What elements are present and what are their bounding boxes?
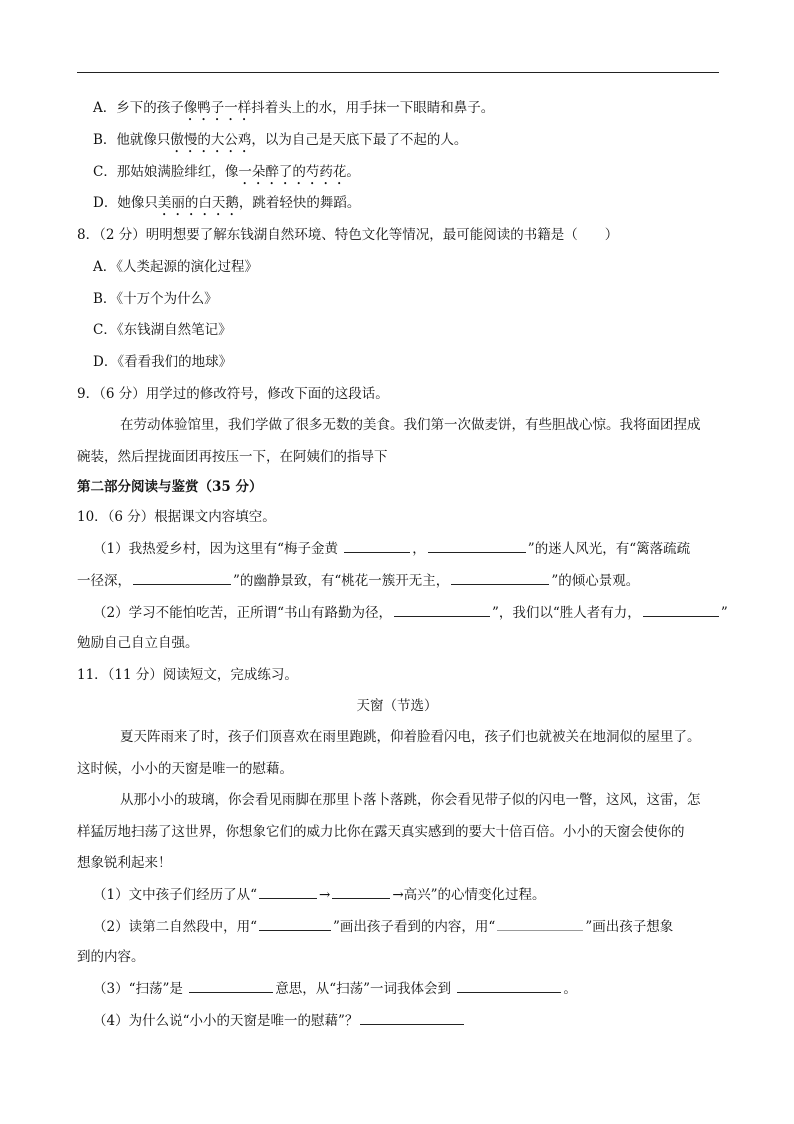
- q8-option-b: B．《十万个为什么》: [93, 291, 218, 307]
- q9-stem: 9．（6 分）用学过的修改符号，修改下面的这段话。: [77, 386, 389, 402]
- passage-para1-line1: 夏天阵雨来了时，孩子们顶喜欢在雨里跑跳，仰着脸看闪电，孩子们也就被关在地洞似的屋里了。: [120, 729, 701, 745]
- q11-sub1: （1）文中孩子们经历了从“ → →高兴”的心情变化过程。: [93, 887, 546, 903]
- passage-title: 天窗（节选）: [356, 698, 438, 714]
- header-rule: [77, 72, 719, 73]
- answer-blank[interactable]: [360, 1011, 464, 1025]
- q10-part1-line1: （1）我热爱乡村，因为这里有“梅子金黄 ， ”的迷人风光，有“篱落疏疏: [93, 541, 691, 557]
- answer-blank[interactable]: [497, 917, 583, 931]
- answer-blank[interactable]: [189, 979, 273, 993]
- q11-sub3: （3）“扫荡”是 意思，从“扫荡”一词我体会到 。: [93, 981, 577, 997]
- q8-option-d: D．《看看我们的地球》: [93, 354, 233, 370]
- q7-option-d: D．她像只美丽的白天鹅，跳着轻快的舞蹈。: [93, 195, 361, 211]
- answer-blank[interactable]: [451, 571, 549, 585]
- answer-blank[interactable]: [643, 603, 719, 617]
- answer-blank[interactable]: [428, 539, 526, 553]
- section-2-heading: 第二部分阅读与鉴赏（35 分）: [77, 479, 263, 495]
- passage-para2-line3: 想象锐利起来！: [77, 855, 172, 871]
- q10-stem: 10．（6 分）根据课文内容填空。: [77, 509, 276, 525]
- q11-sub2-line2: 到的内容。: [77, 949, 145, 965]
- q11-sub4: （4）为什么说“小小的天窗是唯一的慰藉”？: [93, 1011, 466, 1030]
- answer-blank[interactable]: [344, 539, 410, 553]
- q8-option-c: C．《东钱湖自然笔记》: [93, 322, 232, 338]
- answer-blank[interactable]: [133, 571, 231, 585]
- q8-stem: 8．（2 分）明明想要了解东钱湖自然环境、特色文化等情况，最可能阅读的书籍是（ ）: [77, 227, 619, 243]
- q9-passage-line1: 在劳动体验馆里，我们学做了很多无数的美食。我们第一次做麦饼，有些胆战心惊。我将面团捏成: [120, 417, 701, 433]
- q10-part2-line1: （2）学习不能怕吃苦，正所谓“书山有路勤为径， ”，我们以“胜人者有力， ”: [93, 605, 728, 621]
- q11-sub2-line1: （2）读第二自然段中，用“ ”画出孩子看到的内容，用“ ”画出孩子想象: [93, 919, 674, 935]
- q11-stem: 11．（11 分）阅读短文，完成练习。: [77, 667, 298, 683]
- answer-blank[interactable]: [259, 885, 317, 899]
- passage-para2-line1: 从那小小的玻璃，你会看见雨脚在那里卜落卜落跳，你会看见带子似的闪电一瞥，这风，这雷，怎: [120, 792, 701, 808]
- q9-passage-line2: 碗装，然后捏拢面团再按压一下，在阿姨们的指导下: [77, 449, 388, 465]
- q10-part2-line2: 勉励自己自立自强。: [77, 635, 199, 651]
- answer-blank[interactable]: [259, 917, 331, 931]
- q7-option-c: C．那姑娘满脸绯红，像一朵醉了的芍药花。: [93, 164, 360, 180]
- answer-blank[interactable]: [394, 603, 490, 617]
- passage-para1-line2: 这时候，小小的天窗是唯一的慰藉。: [77, 761, 293, 777]
- answer-blank[interactable]: [332, 885, 390, 899]
- q7-option-a: A．乡下的孩子像鸭子一样抖着头上的水，用手抹一下眼睛和鼻子。: [93, 100, 495, 116]
- passage-para2-line2: 样猛厉地扫荡了这世界，你想象它们的威力比你在露天真实感到的要大十倍百倍。小小的天窗会使你的: [77, 824, 685, 840]
- answer-blank[interactable]: [457, 979, 561, 993]
- q8-option-a: A．《人类起源的演化过程》: [93, 259, 258, 275]
- q10-part1-line2: 一径深， ”的幽静景致，有“桃花一簇开无主， ”的倾心景观。: [77, 573, 640, 589]
- q7-option-b: B．他就像只傲慢的大公鸡，以为自己是天底下最了不起的人。: [93, 132, 468, 148]
